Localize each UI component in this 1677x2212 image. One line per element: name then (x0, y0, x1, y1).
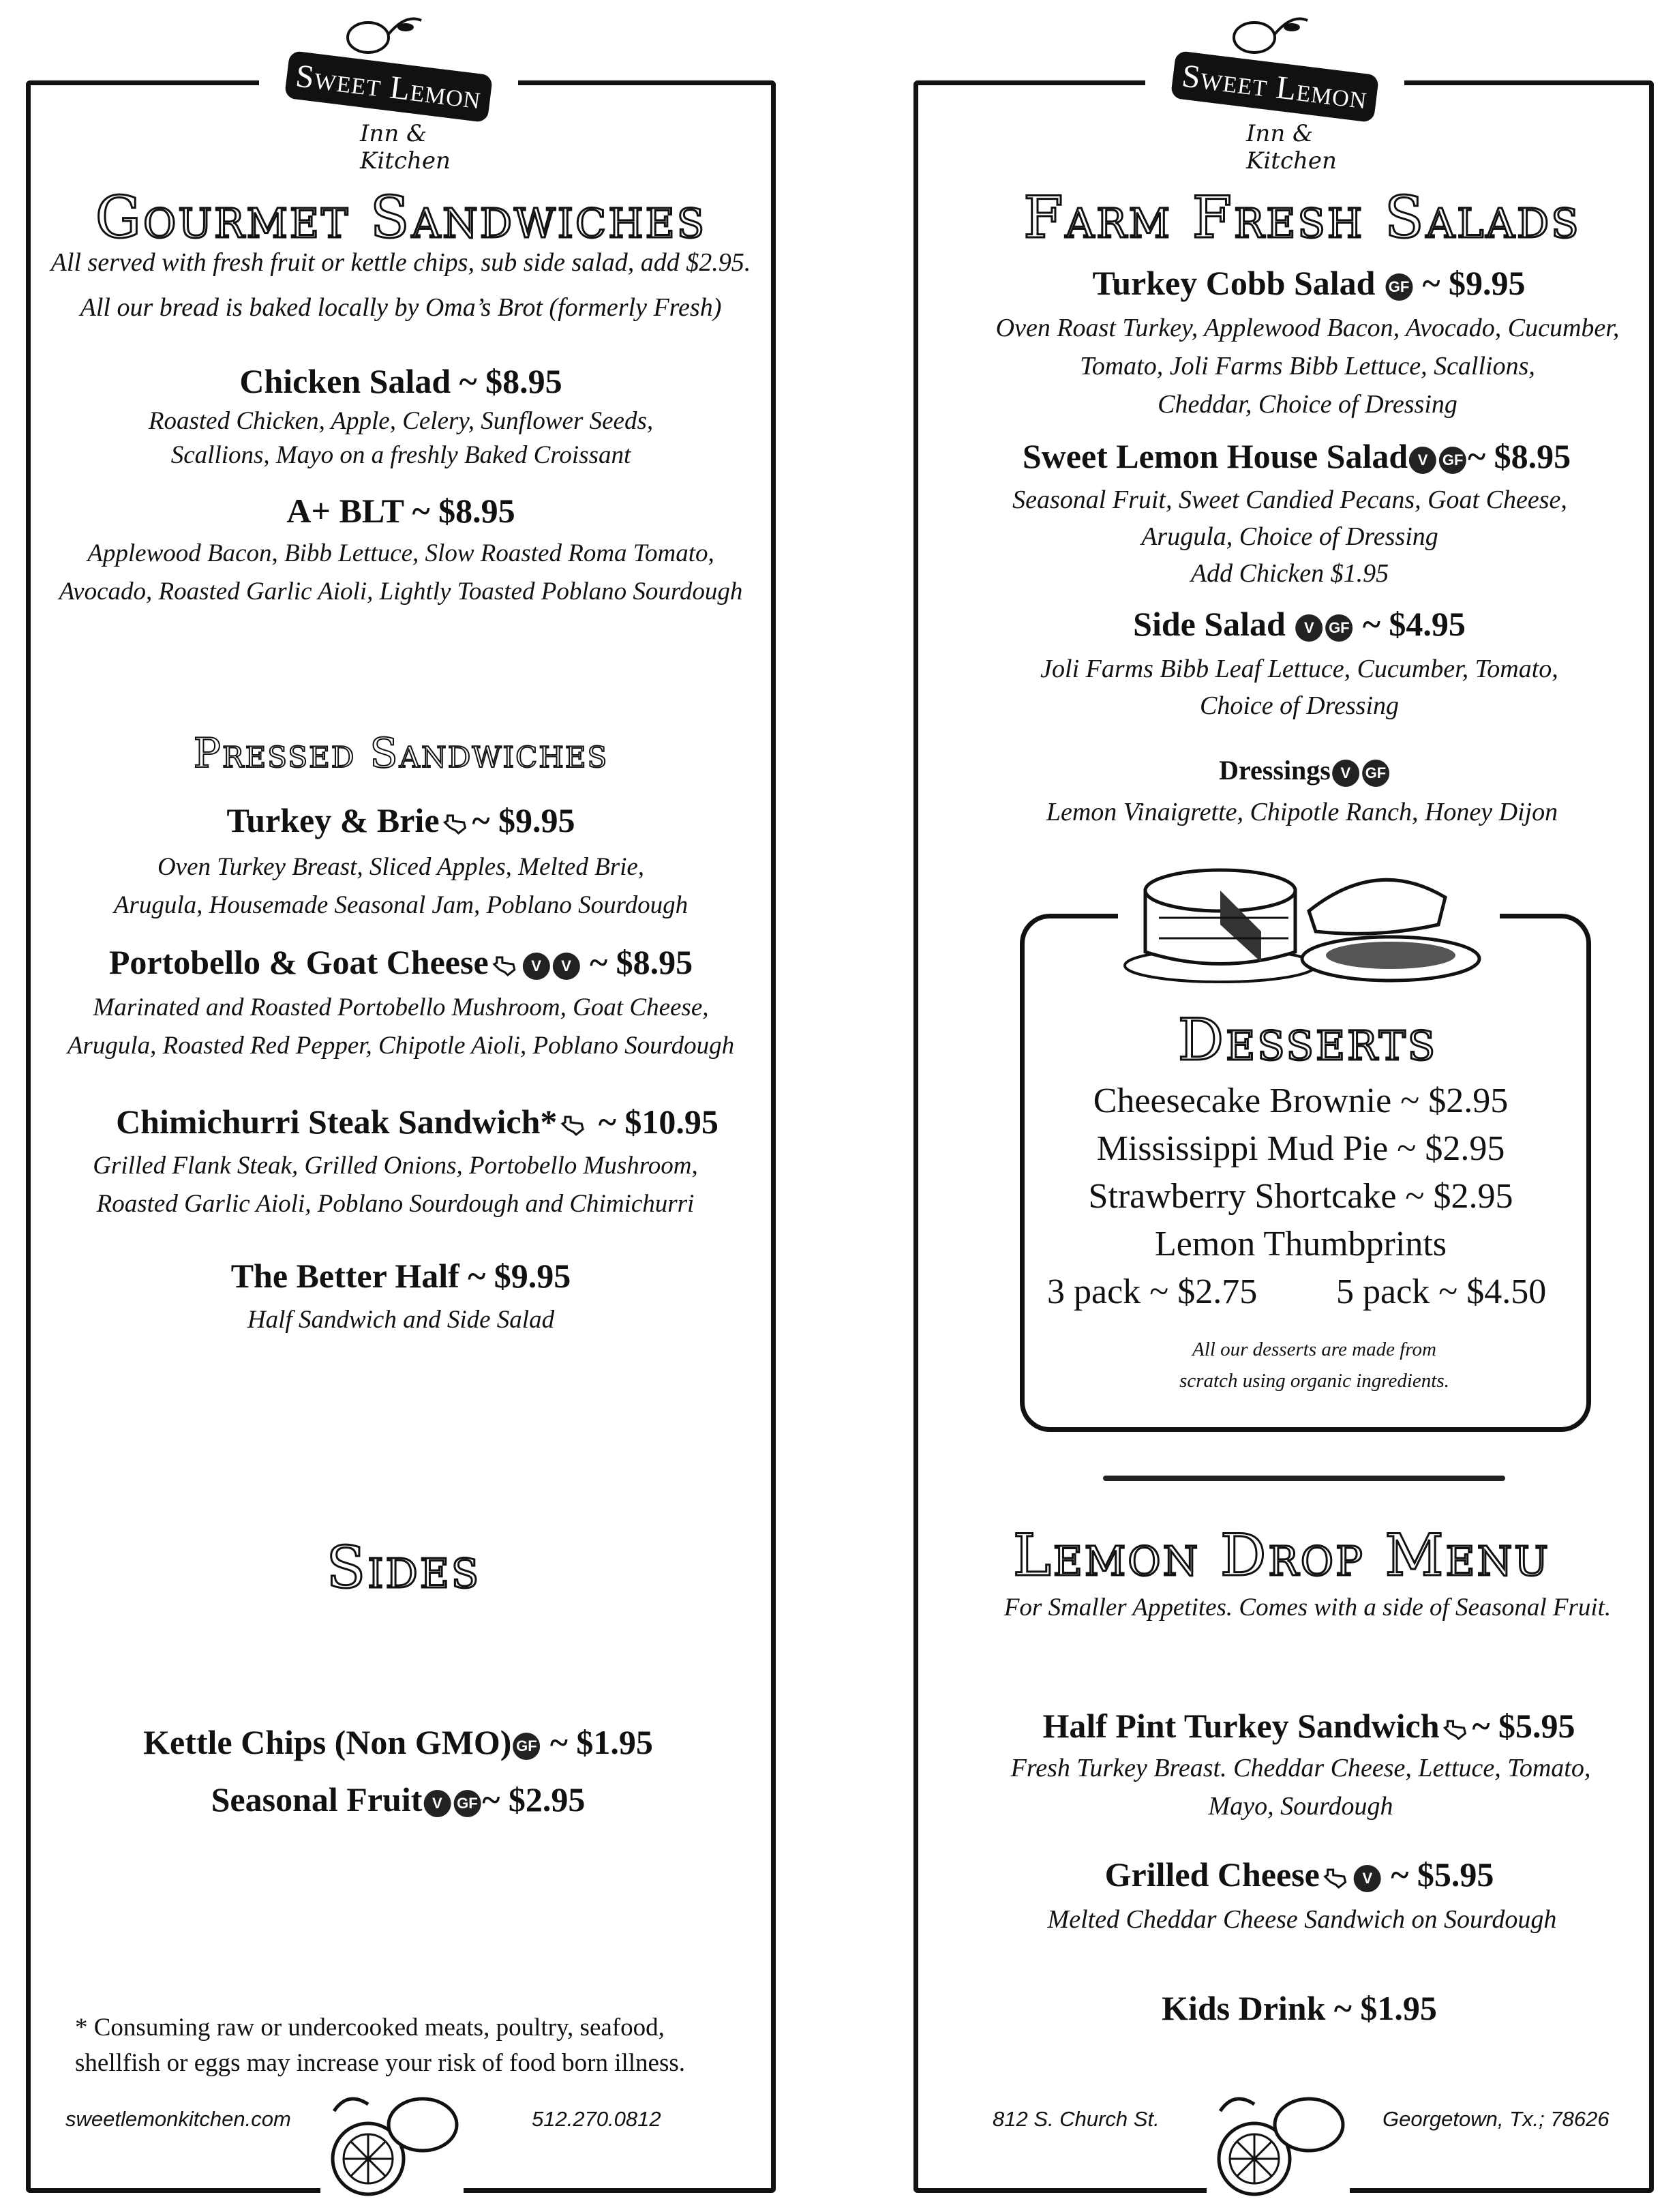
vegetarian-badge-icon: V (1295, 614, 1323, 642)
item-price: ~ $9.95 (1422, 264, 1526, 302)
desserts-illustration-icon (1118, 850, 1500, 986)
food-safety-warning-line-1: * Consuming raw or undercooked meats, poultry, seafood, (75, 2014, 665, 2042)
menu-desc: Roasted Chicken, Apple, Celery, Sunflower Seeds, (148, 407, 654, 435)
sandwich-note-2: All our bread is baked locally by Oma’s Brot (formerly Fresh) (80, 293, 722, 322)
menu-desc: Roasted Garlic Aioli, Poblano Sourdough and Chimichurri (96, 1190, 695, 1218)
dessert-pack-5: 5 pack ~ $4.50 (1336, 1272, 1547, 1311)
vegetarian-badge-icon: V (523, 953, 550, 980)
item-name: Side Salad (1133, 605, 1286, 643)
item-name: Seasonal Fruit (211, 1780, 423, 1819)
menu-desc: Tomato, Joli Farms Bibb Lettuce, Scallions, (1080, 352, 1535, 380)
menu-item-blt: A+ BLT ~ $8.95 (286, 492, 515, 530)
lemon-branch-icon (341, 7, 423, 61)
menu-desc: Avocado, Roasted Garlic Aioli, Lightly Toasted Poblano Sourdough (59, 578, 743, 606)
lemon-slice-icon (320, 2084, 464, 2200)
vegetarian-badge-icon: V (1332, 760, 1359, 787)
menu-desc: Joli Farms Bibb Leaf Lettuce, Cucumber, Tomato, (1040, 655, 1558, 683)
lemon-branch-icon (1227, 7, 1309, 61)
menu-item-turkey-cobb-salad (1092, 263, 1525, 303)
address: 812 S. Church St. (993, 2107, 1160, 2131)
menu-desc: Scallions, Mayo on a freshly Baked Croissant (170, 441, 631, 469)
food-safety-warning-line-2: shellfish or eggs may increase your risk of food born illness. (75, 2049, 686, 2077)
item-price: ~ $2.95 (482, 1780, 586, 1819)
logo-right (1145, 0, 1404, 175)
kids-menu-subtitle: For Smaller Appetites. Comes with a side of Seasonal Fruit. (1003, 1594, 1612, 1621)
item-name: Kettle Chips (Non GMO) (143, 1723, 512, 1761)
menu-desc: Half Sandwich and Side Salad (247, 1306, 555, 1334)
item-price: ~ $8.95 (590, 943, 693, 981)
dressings-label (1219, 754, 1391, 787)
gluten-free-badge-icon: GF (1325, 614, 1353, 642)
section-title-sides: Sides (326, 1534, 481, 1601)
brand-subtitle: Inn & Kitchen (360, 120, 451, 175)
texas-icon (560, 1114, 587, 1137)
item-name: Turkey & Brie (226, 801, 440, 839)
brand-banner: Sweet Lemon (284, 50, 493, 123)
dessert-item: Lemon Thumbprints (1154, 1225, 1447, 1264)
menu-item-seasonal-fruit (211, 1780, 586, 1819)
section-title-farm-fresh-salads: Farm Fresh Salads (1023, 184, 1581, 251)
dressings-label-text: Dressings (1219, 755, 1331, 786)
texas-icon (1442, 1718, 1470, 1742)
menu-item-chimichurri-steak (116, 1102, 719, 1141)
section-title-pressed-sandwiches: Pressed Sandwiches (193, 730, 609, 777)
item-name: Grilled Cheese (1104, 1855, 1320, 1894)
vegetarian-badge-icon: V (423, 1790, 451, 1817)
dessert-item: Mississippi Mud Pie ~ $2.95 (1096, 1129, 1505, 1168)
section-title-desserts: Desserts (1177, 1006, 1438, 1073)
item-price: ~ $10.95 (598, 1103, 719, 1141)
city-zip: Georgetown, Tx.; 78626 (1383, 2107, 1610, 2131)
item-name: Chimichurri Steak Sandwich* (116, 1103, 558, 1141)
vegetarian-badge-icon: V (1409, 447, 1436, 474)
menu-desc: Add Chicken $1.95 (1190, 559, 1389, 588)
menu-item-house-salad (1023, 436, 1571, 476)
menu-item-portobello (109, 942, 693, 982)
menu-desc: Fresh Turkey Breast. Cheddar Cheese, Lettuce, Tomato, (1010, 1754, 1591, 1782)
item-price: ~ $5.95 (1472, 1707, 1575, 1745)
menu-desc: Mayo, Sourdough (1208, 1792, 1393, 1821)
item-price: ~ $1.95 (549, 1723, 653, 1761)
lemon-slice-icon (1207, 2084, 1350, 2200)
item-price: ~ $8.95 (1468, 437, 1571, 475)
texas-icon (492, 955, 519, 978)
gluten-free-badge-icon: GF (1362, 760, 1389, 787)
item-price: ~ $9.95 (472, 801, 575, 839)
menu-desc: Applewood Bacon, Bibb Lettuce, Slow Roasted Roma Tomato, (87, 539, 714, 567)
dessert-pack-3: 3 pack ~ $2.75 (1047, 1272, 1258, 1311)
item-name: Portobello & Goat Cheese (108, 943, 489, 981)
dressings-list: Lemon Vinaigrette, Chipotle Ranch, Honey Dijon (1046, 798, 1558, 826)
dessert-note-2: scratch using organic ingredients. (1179, 1370, 1449, 1392)
gluten-free-badge-icon: GF (1385, 273, 1412, 301)
brand-banner: Sweet Lemon (1170, 50, 1379, 123)
dessert-item: Cheesecake Brownie ~ $2.95 (1093, 1081, 1509, 1120)
menu-item-kids-drink: Kids Drink ~ $1.95 (1162, 1989, 1437, 2027)
menu-desc: Arugula, Roasted Red Pepper, Chipotle Aioli, Poblano Sourdough (67, 1032, 735, 1060)
menu-desc: Melted Cheddar Cheese Sandwich on Sourdough (1047, 1905, 1557, 1934)
menu-desc: Grilled Flank Steak, Grilled Onions, Portobello Mushroom, (93, 1152, 698, 1180)
section-title-lemon-drop-menu: Lemon Drop Menu (1013, 1522, 1550, 1589)
item-name: Sweet Lemon House Salad (1022, 437, 1408, 475)
gluten-free-badge-icon: GF (453, 1790, 481, 1817)
phone-number[interactable]: 512.270.0812 (532, 2107, 661, 2131)
menu-item-side-salad (1133, 604, 1466, 644)
menu-desc: Arugula, Choice of Dressing (1141, 522, 1438, 551)
item-name: Turkey Cobb Salad (1092, 264, 1376, 302)
menu-item-chicken-salad: Chicken Salad ~ $8.95 (239, 362, 562, 400)
brand-subtitle: Inn & Kitchen (1246, 120, 1337, 175)
section-divider (1103, 1476, 1505, 1481)
menu-item-grilled-cheese (1105, 1855, 1494, 1894)
sandwich-note-1: All served with fresh fruit or kettle chips, sub side salad, add $2.95. (50, 248, 751, 277)
menu-desc: Cheddar, Choice of Dressing (1158, 390, 1457, 419)
item-name: Half Pint Turkey Sandwich (1042, 1707, 1440, 1745)
logo-left (259, 0, 518, 175)
dessert-note-1: All our desserts are made from (1192, 1339, 1436, 1360)
section-title-gourmet-sandwiches: Gourmet Sandwiches (95, 184, 707, 251)
menu-item-half-pint-turkey (1042, 1706, 1575, 1746)
menu-desc: Seasonal Fruit, Sweet Candied Pecans, Goat Cheese, (1012, 485, 1567, 514)
menu-desc: Marinated and Roasted Portobello Mushroom, Goat Cheese, (93, 993, 709, 1021)
item-price: ~ $5.95 (1391, 1855, 1494, 1894)
website-link[interactable]: sweetlemonkitchen.com (65, 2107, 291, 2131)
dessert-item: Strawberry Shortcake ~ $2.95 (1088, 1177, 1513, 1216)
vegetarian-badge-icon: V (553, 953, 580, 980)
vegetarian-badge-icon: V (1354, 1865, 1381, 1892)
gluten-free-badge-icon: GF (1439, 447, 1466, 474)
menu-desc: Oven Turkey Breast, Sliced Apples, Melted Brie, (157, 853, 645, 881)
item-price: ~ $4.95 (1362, 605, 1466, 643)
menu-desc: Arugula, Housemade Seasonal Jam, Poblano Sourdough (113, 891, 689, 919)
texas-icon (1323, 1867, 1350, 1890)
menu-item-kettle-chips (143, 1722, 653, 1762)
texas-icon (442, 813, 470, 836)
menu-item-better-half: The Better Half ~ $9.95 (230, 1257, 571, 1295)
menu-desc: Oven Roast Turkey, Applewood Bacon, Avocado, Cucumber, (995, 314, 1620, 342)
menu-item-turkey-brie (226, 801, 575, 840)
menu-desc: Choice of Dressing (1199, 691, 1400, 720)
gluten-free-badge-icon: GF (513, 1733, 540, 1760)
